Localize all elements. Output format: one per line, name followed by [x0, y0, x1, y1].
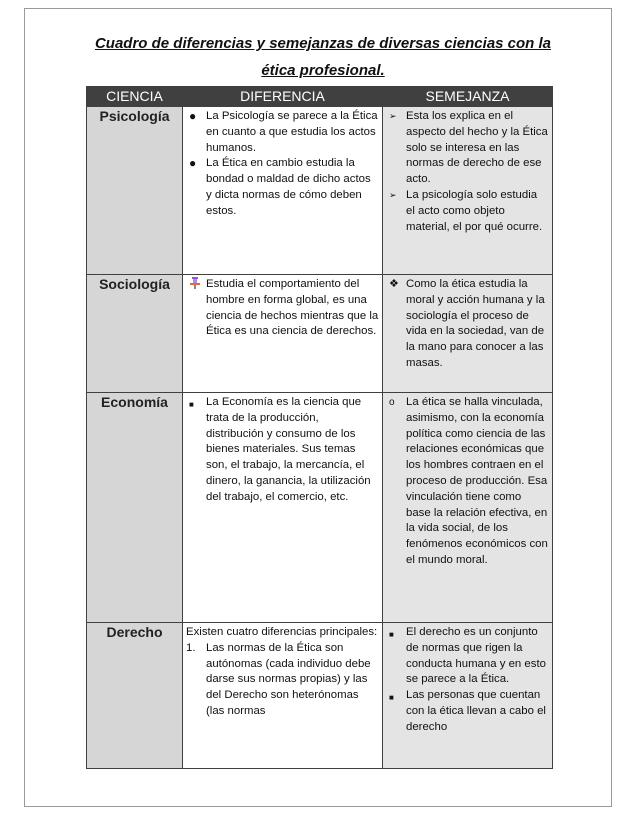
- table-row: [87, 275, 553, 393]
- pushpin-bullet-icon: [189, 277, 201, 295]
- square-bullet-icon: ■: [389, 630, 394, 639]
- circle-bullet-icon: o: [389, 397, 395, 408]
- ciencia-cell: Derecho: [87, 623, 183, 769]
- list-item: o La ética se halla vinculada, asimismo, con la economía política como ciencia de las relaciones económicas que los hombres contraen en el proceso de producción. Esa vinculación tiene como base la relación efectiva, en la vida social, de los fenómenos económicos con el mundo moral.: [389, 396, 548, 566]
- ciencia-cell: Sociología: [87, 275, 183, 393]
- header-diferencia: DIFERENCIA: [183, 87, 383, 107]
- header-semejanza: SEMEJANZA: [383, 87, 553, 107]
- ciencia-cell: Psicología: [87, 107, 183, 275]
- header-row: [87, 87, 553, 107]
- document-title: [86, 30, 560, 84]
- semejanza-cell: [383, 393, 553, 623]
- table-row: [87, 393, 553, 623]
- ciencia-cell: Economía: [87, 393, 183, 623]
- list-item: ● La Psicología se parece a la Ética en cuanto a que estudia los actos humanos.: [189, 109, 378, 154]
- diferencia-cell: [183, 623, 383, 769]
- square-bullet-icon: ■: [389, 693, 394, 703]
- diferencia-cell: [183, 393, 383, 623]
- semejanza-cell: [383, 623, 553, 769]
- title-line-2: ética profesional.: [261, 62, 385, 79]
- list-item: ■ El derecho es un conjunto de normas que rigen la conducta humana y en esto se parece a la Ética.: [389, 626, 546, 686]
- dot-bullet-icon: ●: [189, 109, 197, 123]
- list-item: ➢ La psicología solo estudia el acto como objeto material, el por qué ocurre.: [389, 188, 543, 233]
- triangle-bullet-icon: ➢: [389, 111, 397, 121]
- diamond-bullet-icon: ❖: [389, 278, 399, 290]
- semejanza-cell: [383, 107, 553, 275]
- table-row: [87, 107, 553, 275]
- square-bullet-icon: ■: [189, 400, 194, 409]
- triangle-bullet-icon: ➢: [389, 189, 397, 200]
- dot-bullet-icon: ●: [189, 156, 197, 171]
- list-item: ■ La Economía es la ciencia que trata de la producción, distribución y consumo de los bienes materiales. Sus temas son, el trabajo, la mercancía, el dinero, la ganancia, la utilización del trabajo, el comercio, etc.: [189, 396, 371, 503]
- diferencia-cell: [183, 275, 383, 393]
- item-number: 1.: [186, 641, 196, 654]
- list-item: ❖ Como la ética estudia la moral y acción humana y la sociología el proceso de vida en la sociedad, van de la mano para conocer a las masas.: [389, 278, 545, 369]
- diferencia-intro: Existen cuatro diferencias principales:: [186, 626, 378, 638]
- list-item: ➢ Esta los explica en el aspecto del hecho y la Ética solo se interesa en las normas de derecho de ese acto.: [389, 110, 548, 186]
- diferencia-cell: [183, 107, 383, 275]
- semejanza-cell: [383, 275, 553, 393]
- list-item: Estudia el comportamiento del hombre en forma global, es una ciencia de hechos mientras que la Ética es una ciencia de derechos.: [186, 277, 379, 340]
- table-row: [87, 623, 553, 769]
- title-line-1: Cuadro de diferencias y semejanzas de diversas ciencias con la: [94, 35, 552, 52]
- list-item: ■ Las personas que cuentan con la ética llevan a cabo el derecho: [389, 689, 546, 733]
- comparison-table: [86, 86, 553, 769]
- list-item: ● La Ética en cambio estudia la bondad o maldad de dicho actos y dicta normas de cómo deben estos.: [189, 156, 371, 217]
- header-ciencia: CIENCIA: [87, 87, 183, 107]
- numbered-item: 1. Las normas de la Ética son autónomas (cada individuo debe darse sus normas propias) y las del Derecho son heterónomas (las normas: [186, 641, 371, 717]
